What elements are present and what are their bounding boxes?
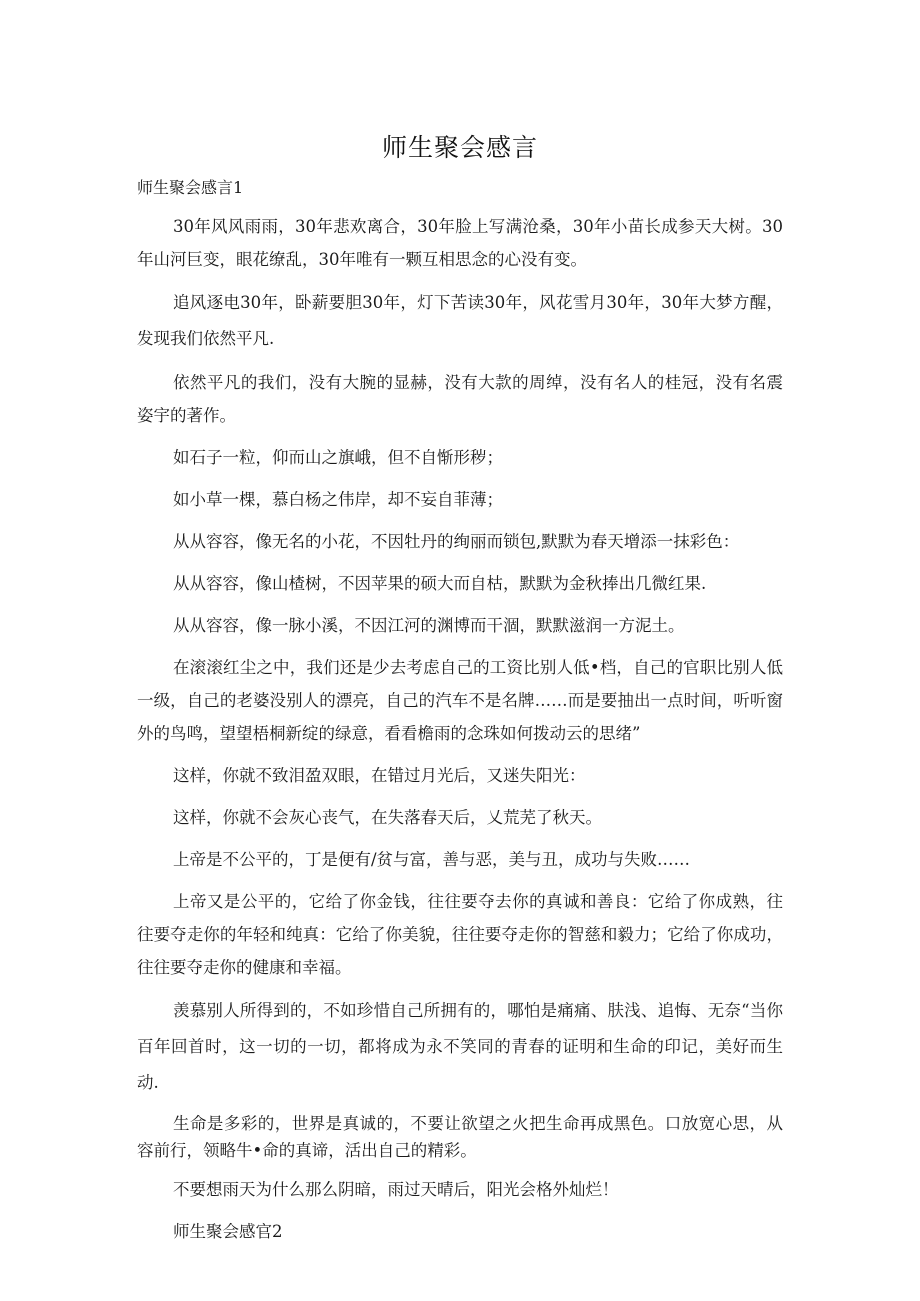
document-body bbox=[137, 174, 783, 1257]
paragraph: 在滚滚红尘之中，我们还是少去考虑自己的工资比别人低•档，自己的官职比别人低一级，自己的老婆没别人的漂亮，自己的汽车不是名牌……而是要抽出一点时间，听听窗外的鸟鸣，望望梧桐新绽的绿意，看看檐雨的念珠如何拨动云的思绪” bbox=[137, 658, 783, 743]
paragraph: 从从容容，像山楂树，不因苹果的硕大而自枯，默默为金秋捧出几微红果. bbox=[173, 574, 707, 593]
paragraph: 从从容容，像一脉小溪，不因江河的渊博而干涸，默默滋润一方泥土。 bbox=[173, 616, 685, 635]
paragraph: 这样，你就不会灰心丧气，在失落春天后，乂荒芜了秋天。 bbox=[173, 808, 602, 827]
paragraph: 不要想雨天为什么那么阴暗，雨过天晴后，阳光会格外灿烂！ bbox=[173, 1180, 619, 1199]
paragraph: 追风逐电30年，卧薪要胆30年，灯下苦读30年，风花雪月30年，30年大梦方醒，发现我们依然平凡. bbox=[137, 293, 783, 348]
paragraph: 依然平凡的我们，没有大腕的显赫，没有大款的周绰，没有名人的桂冠，没有名震姿宇的著作。 bbox=[137, 373, 783, 425]
paragraph: 羡慕别人所得到的，不如珍惜自己所拥有的，哪怕是痛痛、肤浅、追悔、无奈“当你百年回首时，这一切的一切，都将成为永不笑同的青春的证明和生命的印记，美好而生动. bbox=[137, 1001, 783, 1092]
paragraph: 30年风风雨雨，30年悲欢离合，30年脸上写满沧桑，30年小苗长成参天大树。30年山河巨变，眼花缭乱，30年唯有一颗互相思念的心没有变。 bbox=[137, 217, 783, 269]
section-heading-2: 师生聚会感官2 bbox=[173, 1222, 283, 1241]
paragraph: 如石子一粒，仰而山之旗峨，但不自惭形秽； bbox=[173, 448, 503, 467]
document-title: 师生聚会感言 bbox=[381, 133, 538, 162]
paragraph: 如小草一棵，慕白杨之伟岸，却不妄自菲薄； bbox=[173, 490, 503, 509]
paragraph: 上帝是不公平的，丁是便有/贫与富，善与恶，美与丑，成功与失败…… bbox=[173, 850, 691, 869]
paragraph: 从从容容，像无名的小花，不因牡丹的绚丽而锁包,默默为春天增添一抹彩色： bbox=[173, 532, 740, 551]
paragraph: 这样，你就不致泪盈双眼，在错过月光后，又迷失阳光： bbox=[173, 766, 586, 785]
paragraph: 上帝又是公平的，它给了你金钱，往往要夺去你的真诚和善良：它给了你成熟，往往要夺走你的年轻和纯真：它给了你美貌，往往要夺走你的智慈和毅力；它给了你成功，往往要夺走你的健康和幸福。 bbox=[137, 892, 783, 977]
section-heading-1: 师生聚会感言1 bbox=[137, 178, 244, 197]
paragraph: 生命是多彩的，世界是真诚的，不要让欲望之火把生命再成黑色。口放宽心思，从容前行，领略牛•命的真谛，活出自己的精彩。 bbox=[137, 1114, 783, 1160]
